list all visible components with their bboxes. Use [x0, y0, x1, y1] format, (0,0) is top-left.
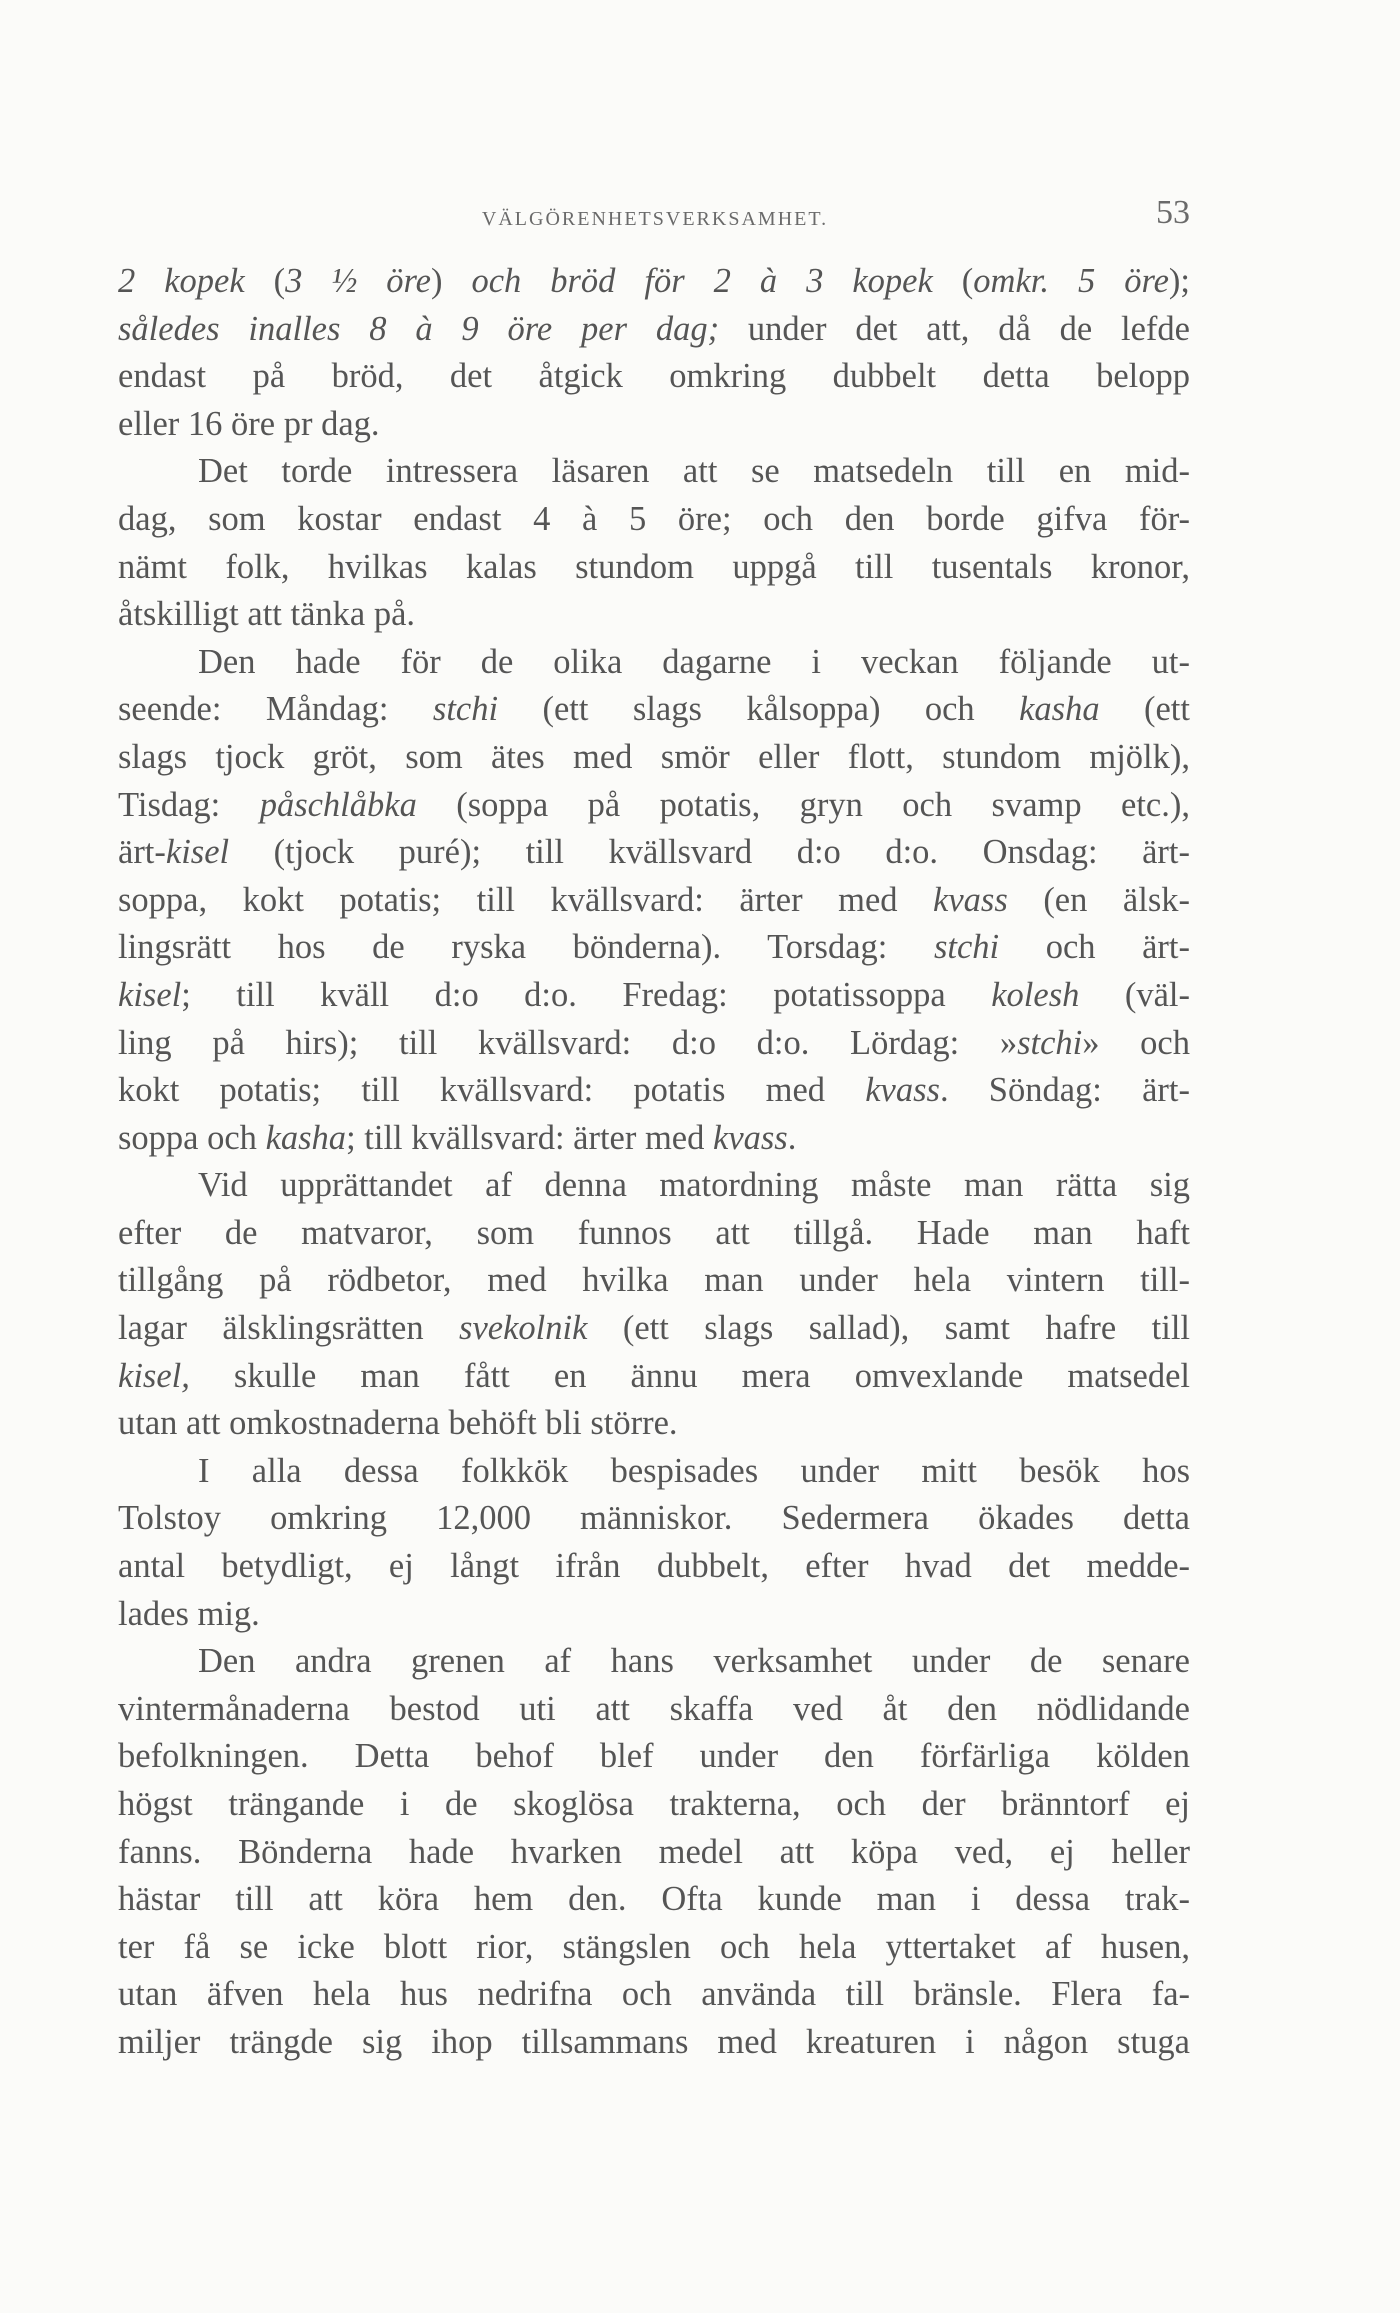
page-header — [120, 194, 1190, 238]
italic-term: kvass — [713, 1118, 788, 1157]
text-segment: befolkningen. Detta behof blef under den förfärliga kölden — [118, 1737, 1190, 1776]
text-segment: åtskilligt att tänka på. — [118, 595, 416, 634]
text-line — [118, 591, 1190, 639]
text-segment: skulle man fått en ännu mera omvexlande matsedel — [189, 1356, 1190, 1395]
text-segment: Tisdag: — [118, 785, 260, 824]
text-line — [118, 639, 1190, 687]
text-line — [118, 1638, 1190, 1686]
text-line — [118, 1067, 1190, 1115]
italic-term: kvass — [865, 1071, 940, 1110]
text-segment: antal betydligt, ej långt ifrån dubbelt, efter hvad det medde- — [118, 1547, 1190, 1586]
text-segment: . Söndag: ärt- — [939, 1071, 1190, 1110]
text-line — [118, 448, 1190, 496]
italic-term: och bröd för 2 à 3 kopek — [471, 262, 933, 300]
text-segment: Den hade för de olika dagarne i veckan följande ut- — [198, 642, 1190, 681]
text-segment: ärt- — [118, 833, 166, 872]
text-segment: Det torde intressera läsaren att se matsedeln till en mid- — [198, 452, 1190, 491]
text-line — [118, 1210, 1190, 1258]
text-line — [118, 544, 1190, 592]
text-line — [118, 496, 1190, 544]
italic-term: kolesh — [991, 975, 1080, 1014]
text-segment: I alla dessa folkkök bespisades under mitt besök hos — [198, 1451, 1190, 1490]
text-line — [118, 1448, 1190, 1496]
text-line — [118, 972, 1190, 1020]
text-segment: ) — [430, 262, 472, 300]
text-segment: hästar till att köra hem den. Ofta kunde man i dessa trak- — [118, 1880, 1190, 1919]
italic-term: stchi — [933, 928, 1000, 967]
text-segment: (ett — [1099, 690, 1190, 729]
text-segment: vintermånaderna bestod uti att skaffa ved åt den nödlidande — [118, 1689, 1190, 1728]
text-line — [118, 1781, 1190, 1829]
text-line — [118, 401, 1190, 449]
text-segment: soppa och — [118, 1118, 266, 1157]
text-line — [118, 1543, 1190, 1591]
italic-term: stchi — [1017, 1023, 1083, 1062]
text-line — [118, 1257, 1190, 1305]
text-segment: ; till kväll d:o d:o. Fredag: potatissoppa — [181, 975, 992, 1014]
text-segment: (tjock puré); till kvällsvard d:o d:o. Onsdag: ärt- — [229, 833, 1190, 872]
text-line — [118, 1876, 1190, 1924]
text-segment: ter få se icke blott rior, stängslen och hela yttertaket af husen, — [118, 1927, 1190, 1966]
text-segment: (väl- — [1079, 975, 1190, 1014]
text-line — [118, 734, 1190, 782]
text-segment: lades mig. — [118, 1594, 260, 1633]
italic-term: kisel — [118, 975, 182, 1014]
text-segment: dag, som kostar endast 4 à 5 öre; och den borde gifva för- — [118, 499, 1190, 538]
text-segment: Tolstoy omkring 12,000 människor. Sedermera ökades detta — [118, 1499, 1190, 1538]
text-segment: ); — [1168, 262, 1190, 300]
text-line — [118, 1020, 1190, 1068]
text-segment: Den andra grenen af hans verksamhet under de senare — [198, 1642, 1190, 1681]
text-segment: nämt folk, hvilkas kalas stundom uppgå till tusentals kronor, — [118, 547, 1190, 586]
italic-term: kisel, — [118, 1356, 190, 1395]
text-segment: lagar älsklingsrätten — [118, 1309, 460, 1348]
italic-term: kasha — [1019, 690, 1100, 729]
text-segment: miljer trängde sig ihop tillsammans med kreaturen i någon stuga — [118, 2022, 1190, 2061]
text-segment: högst trängande i de skoglösa trakterna, och der bränntorf ej — [118, 1785, 1190, 1823]
text-segment: tillgång på rödbetor, med hvilka man under hela vintern till- — [118, 1261, 1190, 1300]
text-segment: och ärt- — [999, 928, 1190, 967]
italic-term: påschlåbka — [259, 785, 417, 824]
text-line — [118, 1115, 1190, 1163]
text-segment: ; till kvällsvard: ärter med — [346, 1118, 713, 1157]
text-line — [118, 1686, 1190, 1734]
italic-term: kvass — [933, 880, 1008, 919]
italic-term: 3 ½ öre — [285, 262, 431, 300]
italic-term: således inalles 8 à 9 öre per dag; — [118, 309, 720, 348]
text-line — [118, 782, 1190, 830]
italic-term: stchi — [432, 690, 499, 729]
text-line — [118, 1591, 1190, 1639]
text-segment: slags tjock gröt, som ätes med smör eller flott, stundom mjölk), — [118, 737, 1190, 776]
text-segment: (soppa på potatis, gryn och svamp etc.), — [416, 785, 1190, 824]
text-line — [118, 2019, 1190, 2067]
italic-term: 2 kopek — [118, 262, 245, 300]
text-line — [118, 1353, 1190, 1401]
text-line — [118, 924, 1190, 972]
text-segment: fanns. Bönderna hade hvarken medel att köpa ved, ej heller — [118, 1832, 1190, 1871]
text-segment: Vid upprättandet af denna matordning måste man rätta sig — [198, 1166, 1190, 1205]
running-head: VÄLGÖRENHETSVERKSAMHET. — [481, 208, 829, 230]
text-line — [118, 1305, 1190, 1353]
text-line — [118, 1495, 1190, 1543]
text-segment: efter de matvaror, som funnos att tillgå. Hade man haft — [118, 1213, 1190, 1252]
text-segment: kokt potatis; till kvällsvard: potatis med — [118, 1071, 866, 1110]
text-segment: soppa, kokt potatis; till kvällsvard: ärter med — [118, 880, 934, 919]
text-segment: eller 16 öre pr dag. — [118, 404, 380, 443]
text-line — [118, 1924, 1190, 1972]
text-segment: (ett slags sallad), samt hafre till — [587, 1309, 1190, 1348]
text-segment: ling på hirs); till kvällsvard: d:o d:o. Lördag: » — [118, 1023, 1018, 1062]
page-number: 53 — [1156, 194, 1190, 231]
text-segment: endast på bröd, det åtgick omkring dubbelt detta belopp — [118, 357, 1190, 396]
text-segment: ( — [244, 262, 286, 300]
text-line — [118, 1400, 1190, 1448]
text-segment: » och — [1082, 1023, 1190, 1062]
text-line — [118, 1162, 1190, 1210]
text-line — [118, 829, 1190, 877]
italic-term: svekolnik — [459, 1309, 588, 1348]
italic-term: omkr. 5 öre — [973, 262, 1169, 300]
text-line — [118, 1733, 1190, 1781]
text-segment: (ett slags kålsoppa) och — [498, 690, 1020, 729]
text-line — [118, 353, 1190, 401]
text-segment: under det att, då de lefde — [719, 309, 1190, 348]
text-segment: utan att omkostnaderna behöft bli större. — [118, 1404, 678, 1443]
italic-term: kisel — [165, 833, 230, 872]
text-segment: utan äfven hela hus nedrifna och använda till bränsle. Flera fa- — [118, 1975, 1190, 2014]
text-segment: (en älsk- — [1007, 880, 1190, 919]
text-line — [118, 258, 1190, 306]
italic-term: kasha — [265, 1118, 347, 1157]
text-line — [118, 306, 1190, 354]
text-line — [118, 686, 1190, 734]
text-line — [118, 1829, 1190, 1877]
text-segment: . — [787, 1118, 797, 1157]
text-segment: ( — [932, 262, 974, 300]
body-text — [118, 258, 1190, 2067]
text-line — [118, 1971, 1190, 2019]
text-line — [118, 877, 1190, 925]
text-segment: seende: Måndag: — [118, 690, 433, 729]
text-segment: lingsrätt hos de ryska bönderna). Torsdag: — [118, 928, 934, 967]
